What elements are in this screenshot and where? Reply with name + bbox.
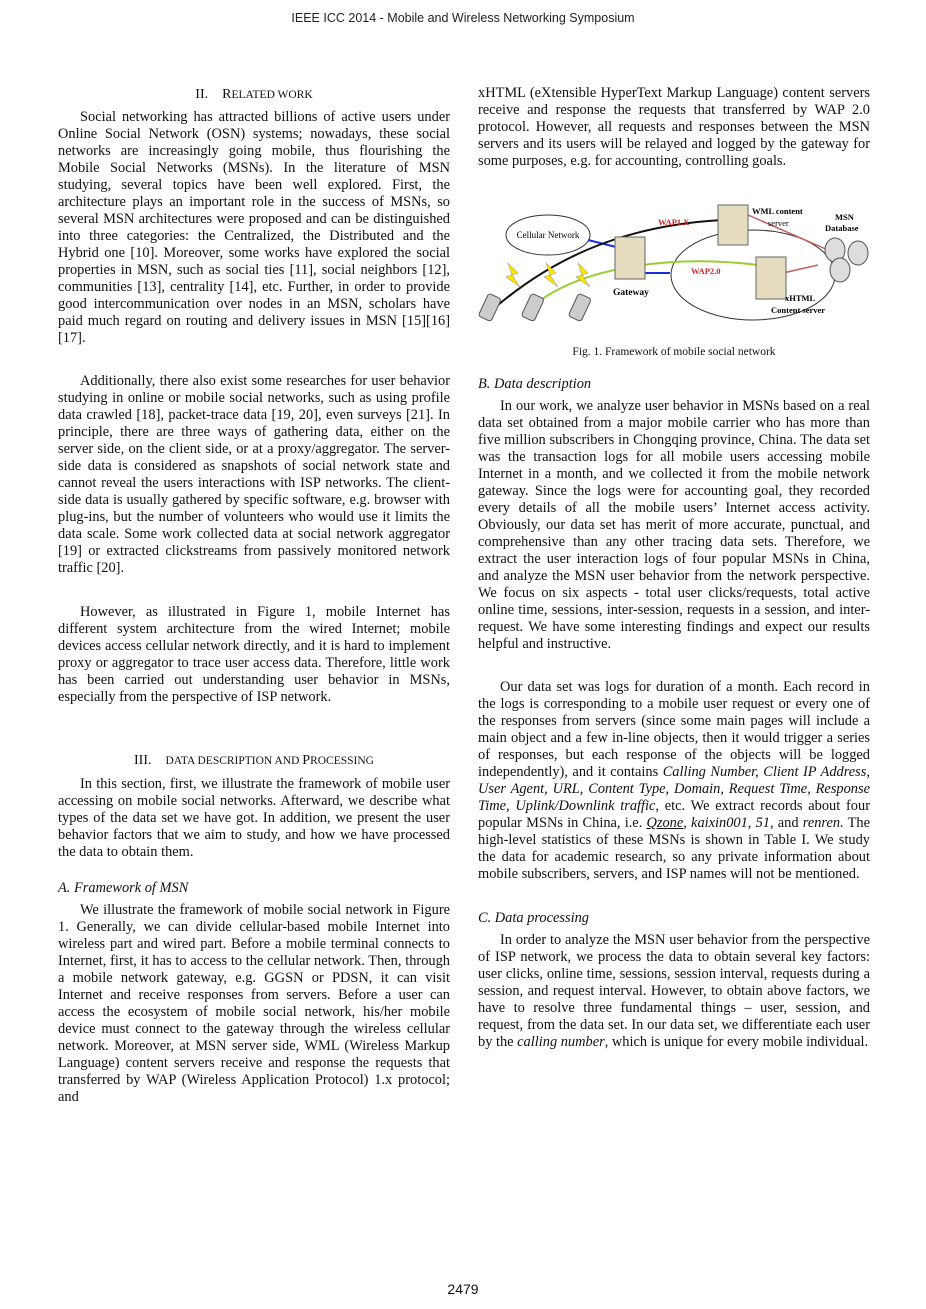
text: and [773,815,803,831]
figure-caption: Fig. 1. Framework of mobile social network [572,346,776,358]
section-heading-data [58,752,450,770]
paragraph [478,932,870,1051]
msn-name: renren. [802,815,844,831]
heading-part: DATA DESCRIPTION AND [165,755,303,767]
xhtml-label: xHTML [785,293,816,303]
heading-rest: ELATED WORK [231,89,313,101]
cellular-label: Cellular Network [516,230,580,240]
section-number: II. [195,87,209,102]
section-heading-related-work [58,86,450,104]
heading-initial: R [222,87,232,102]
wap1-label: WAP1.X [658,217,690,227]
text: Our data set was logs for duration of a month. Each record in the logs is corresponding to a mobile user request or every one of the responses from servers (since some main pages will include a main object and a few in-line objects, then it would trigger a series of responses, but each response of the objects will be logged independently), and it contains [478,679,870,780]
db-label-2: Database [825,223,859,233]
gateway-server-icon [615,237,645,279]
paragraph: Additionally, there also exist some researches for user behavior studying in online or mobile social networks, such as using profile data crawled [18], packet-trace data [19, 20], even surveys [21]. In principle, there are three ways of gathering data, either on the server side, on the client side, or at a proxy/aggregator. The server-side data is considered as snapshots of social network state and cannot reveal the users interactions with ISP networks. The client-side data is usually gathered by specific software, e.g. browser with plug-ins, but the number of volunteers who would use it limits the data scale. Some work collected data at social network aggregator [19] or extracted clickstreams from passively monitored network traffic [20]. [58,373,450,576]
paragraph [478,679,870,883]
signal-icon [506,263,590,287]
page-number: 2479 [447,1281,479,1297]
heading-part: ROCESSING [310,755,374,767]
field-list: Calling Number, Client IP Address, User Agent, URL, Content Type, Domain, Request Time, Response Time, Uplink/Downlink traffic [478,764,870,814]
paragraph: In this section, first, we illustrate the framework of mobile user accessing on mobile social networks. Afterward, we describe what types of the data set we have got. In addition, we present the user behavior factors that we aim to study, and how we have processed the data to obtain them. [58,776,450,860]
running-header: IEEE ICC 2014 - Mobile and Wireless Networking Symposium [291,11,635,25]
paragraph: In our work, we analyze user behavior in MSNs based on a real data set obtained from a major mobile carrier who has more than five million subscribers in Chongqing province, China. The data set was the transaction logs for all mobile users accessing mobile Internet in a month, and we collected it from the mobile network gateway. Since the logs were for accounting goal, they recorded every details of all the mobile users’ Internet access activity. Obviously, our data set has merit of more accurate, punctual, and comprehensive than any other tracing data sets. Therefore, we extract the user interaction logs of four popular MSNs in China, and analyze the MSN user behavior from the network perspective. We focus on six aspects - total user clicks/requests, total active online time, sessions, inter-session, requests in a session, and inter-request. We have some interesting findings and expect our results helpful and instructive. [478,398,870,652]
paragraph: However, as illustrated in Figure 1, mobile Internet has different system architecture from the wired Internet; mobile devices access cellular network directly, and it is hard to implement proxy or aggregator to trace user access data. Therefore, little work has been carried out understanding user behavior in MSNs, especially from the perspective of ISP network. [58,604,450,705]
wml-server-icon [718,205,748,245]
xhtml-label-2: Content server [771,305,826,315]
msn-name: Qzone [646,815,684,831]
text: , which is unique for every mobile individual. [604,1034,869,1050]
wap2-label: WAP2.0 [691,266,721,276]
xhtml-server-icon [756,257,786,299]
db-label: MSN [835,212,854,222]
figure-msn-framework [478,195,878,330]
wml-label: WML content [752,206,803,216]
subsection-heading: B. Data description [478,376,592,392]
database-icon [825,238,868,282]
subsection-heading: C. Data processing [478,910,589,926]
text: , etc. We extract records about four popular MSNs in China, i.e. [478,798,870,831]
gateway-label: Gateway [613,288,649,298]
phone-icon [478,293,591,322]
subsection-heading: A. Framework of MSN [58,880,189,896]
text: The high-level statistics of these MSNs is shown in Table I. We study the data for academic research, so any private information about mobile subscribers, servers, and ISP names will not be mentioned. [478,815,870,882]
paragraph: xHTML (eXtensible HyperText Markup Language) content servers receive and response the requests that transferred by WAP 2.0 protocol. However, all requests and responses between the MSN servers and its users will be relayed and logged by the gateway for some purposes, e.g. for accounting, controlling goals. [478,85,870,169]
paragraph: We illustrate the framework of mobile social network in Figure 1. Generally, we can divide cellular-based mobile Internet into wireless part and wired part. Before a mobile terminal connects to Internet, first, it has to access to the cellular network. Then, through a mobile network gateway, e.g. GGSN or PDSN, it can visit Internet and receive responses from servers. Before a user can access the ecosystem of mobile social network, his/her mobile device must connect to the gateway through the wireless cellular network. Moreover, at MSN server side, WML (Wireless Markup Language) content servers receive and response the requests that transferred by WAP (Wireless Application Protocol) 1.x protocol; and [58,902,450,1105]
heading-part: P [302,753,311,768]
msn-name: , kaixin001, 51, [683,815,774,831]
text: In order to analyze the MSN user behavior from the perspective of ISP network, we process the data to obtain several key factors: user clicks, online time, sessions, session interval, requests during a session, and request interval. However, to obtain above factors, we have to resolve three fundamental things – user, session, and request, from the data set. In our data set, we differentiate each user by the [478,932,870,1050]
wml-label-2: server [768,218,789,228]
paragraph: Social networking has attracted billions of active users under Online Social Network (OSN) systems; nowadays, these social networks are increasingly going mobile, thus flourishing the Mobile Social Networks (MSNs). In the literature of MSN studying, several topics have been well explored. First, the architecture plays an important role in the success of MSNs, so several MSN architectures were proposed and can be distinguished into three categories: the Centralized, the Distributed and the Hybrid one [10]. Moreover, some works have explored the social properties in MSN, such as social ties [11], social neighbors [12], communities [13], centrality [14], etc. Further, in order to provide good intercommunication over nodes in an MSN, scholars have paid much regard on routing and delivery issues in MSN [15][16][17]. [58,109,450,346]
section-number: III. [134,753,152,768]
term: calling number [517,1034,605,1050]
